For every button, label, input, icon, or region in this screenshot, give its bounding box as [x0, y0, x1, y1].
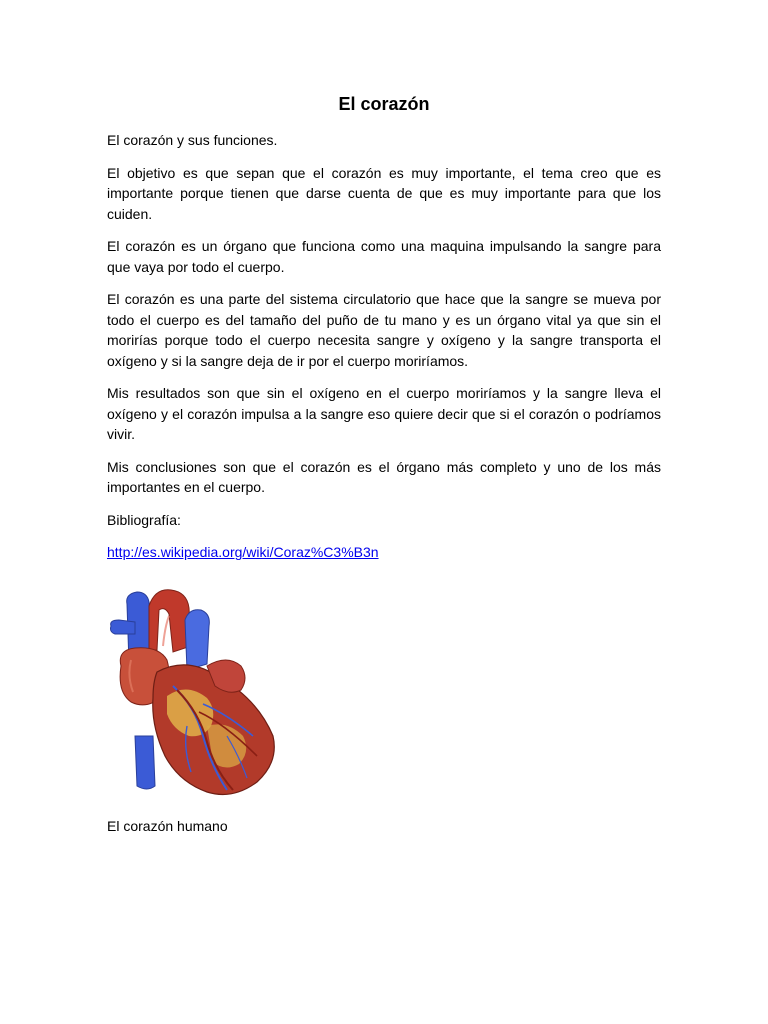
paragraph-subtitle: El corazón y sus funciones.	[107, 132, 278, 148]
bibliography-link[interactable]: http://es.wikipedia.org/wiki/Coraz%C3%B3n	[107, 544, 379, 560]
page-title: El corazón	[338, 94, 430, 114]
paragraph-results: Mis resultados son que sin el oxígeno en el cuerpo moriríamos y la sangre lleva el oxígeno y el corazón impulsa a la sangre eso quiere decir que si el corazón o podríamos vivir.	[107, 385, 661, 442]
document-body	[107, 92, 661, 575]
bibliography-heading: Bibliografía:	[107, 511, 181, 528]
paragraph-definition: El corazón es un órgano que funciona como una maquina impulsando la sangre para que vaya por todo el cuerpo.	[107, 238, 661, 275]
paragraph-circulatory-system: El corazón es una parte del sistema circulatorio que hace que la sangre se mueva por todo el cuerpo es del tamaño del puño de tu mano y es un órgano vital ya que sin el morirías porque todo el cuerpo necesita sangre y oxígeno y la sangre transporta el oxígeno y si la sangre deja de ir por el cuerpo moriríamos.	[107, 291, 661, 369]
image-caption: El corazón humano	[107, 818, 228, 834]
heart-image	[107, 586, 283, 804]
human-heart-illustration-icon	[107, 586, 283, 804]
paragraph-objective: El objetivo es que sepan que el corazón es muy importante, el tema creo que es importante porque tienen que darse cuenta de que es muy importante para que los cuiden.	[107, 164, 661, 222]
paragraph-conclusions: Mis conclusiones son que el corazón es el órgano más completo y uno de los más importantes en el cuerpo.	[107, 458, 661, 495]
